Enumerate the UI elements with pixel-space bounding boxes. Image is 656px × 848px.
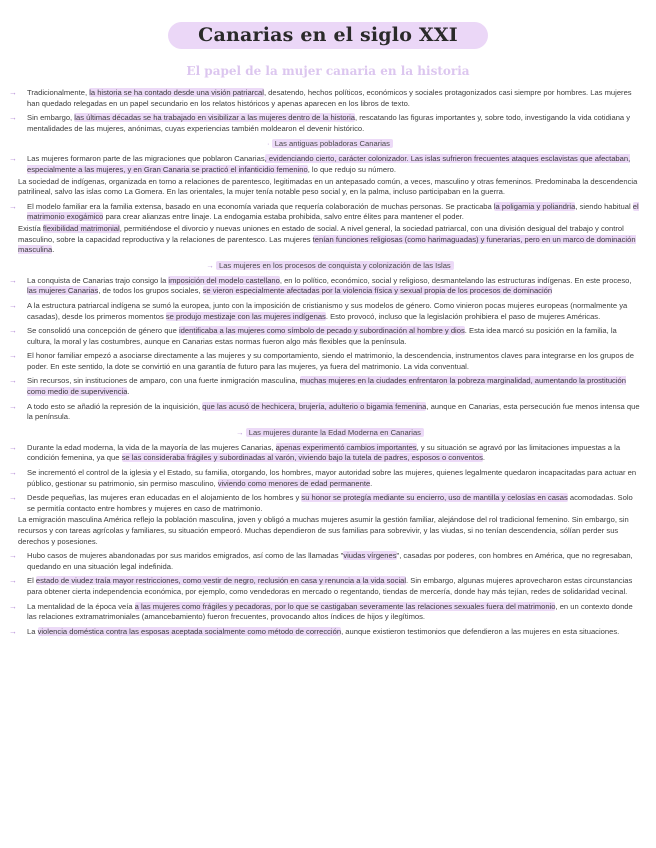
paragraph-text: Las mujeres formaron parte de las migraciones que poblaron Canarias [27, 154, 265, 164]
arrow-icon: → [9, 351, 17, 361]
paragraph-text: La [27, 626, 38, 636]
paragraph-text: El [27, 576, 36, 586]
section-heading [18, 138, 642, 149]
arrow-icon: → [206, 260, 216, 270]
paragraph-text: La sociedad de indígenas, organizada en torno a relaciones de parentesco, legitimadas en un antepasado común, a veces, masculino y otras femeninos. Predominaba la descendencia patrilineal, salvo las islas como La Gomera. En las orientales, la mujer tenía notable peso social y, en la palma, incluso participaban en la guerra. [18, 176, 638, 197]
paragraph-text: . [52, 245, 55, 255]
paragraph-text: Sin embargo, [27, 113, 75, 123]
paragraph-text: . [482, 453, 486, 463]
paragraph [9, 551, 642, 572]
page-title: Canarias en el siglo XXI [168, 22, 488, 49]
highlighted-text: se las consideraba frágiles y subordinadas al varón, viviendo bajo la tutela de padres, esposos o conventos [121, 453, 483, 463]
highlighted-text: muchas mujeres en la ciudades enfrentaron la pobreza marginalidad, aumentando la prostitución como medio de supervivencia [27, 376, 626, 397]
paragraph-text: para crear alianzas entre linaje. La endogamia estaba prohibida, salvo entre élites para mantener el poder. [103, 212, 464, 222]
paragraph [9, 376, 642, 397]
highlighted-text: imposición del modelo castellano [168, 275, 280, 285]
paragraph-text: , en un contexto donde las relaciones extramatrimoniales (amancebamiento) fueron frecuentes, provocando altos índices de hijos y ilegítimos. [27, 601, 633, 622]
arrow-icon: → [9, 401, 17, 411]
arrow-icon: → [9, 275, 17, 285]
arrow-icon: → [9, 300, 17, 310]
highlighted-text: a las mujeres como frágiles y pecadoras, por lo que se castigaban severamente las relaciones sexuales fuera del matrimonio [134, 601, 556, 611]
arrow-icon: → [9, 442, 17, 452]
paragraph-text: , lo que redujo su número. [307, 164, 396, 174]
paragraph-text: A la estructura patriarcal indígena se sumó la europea, junto con la imposición de cristianismo y sus modelos de género. Como vinieron pocas mujeres europeas (normalmente ya casadas), desde los primeros momentos [27, 300, 628, 321]
paragraph-text: , y su situación se agravó por las limitaciones impuestas a la condición femenina, ya que [27, 442, 621, 463]
paragraph-text: , de todos los grupos sociales, [98, 286, 203, 296]
paragraph [9, 442, 642, 464]
paragraph [9, 468, 642, 489]
highlighted-text: , evidenciando cierto, carácter colonizador. Las islas sufrieron frecuentes ataques esclavistas que afectaban, especialmente a las mujeres, y en Gran Canaria se practicó el infanticidio femenino [27, 154, 631, 174]
paragraph-text: . Sin embargo, algunas mujeres aprovecharon estas circunstancias para obtener cierta independencia económica, por ejemplo, como vendedoras en mercado o regentando, tiendas de mercería, donde hay más tejían, redes de solidaridad vecinal. [27, 576, 633, 596]
paragraph [9, 275, 642, 297]
highlighted-text: la historia se ha contado desde una visión patriarcal [89, 88, 264, 97]
highlighted-text: apenas experimentó cambios importantes [275, 442, 417, 452]
highlighted-text: las últimas décadas se ha trabajado en visibilizar a las mujeres dentro de la historia [74, 113, 355, 123]
highlighted-text: el matrimonio exogámico [27, 201, 639, 222]
paragraph-text: , permitiéndose el divorcio y nuevas uniones en estado de social. A nivel general, la sociedad patriarcal, con una división desigual del trabajo y control masculino, sobre la capacidad reproductiva y la relaciones de parentesco. Las mujeres [18, 223, 624, 244]
paragraph-text: , en lo político, económico, social y religioso, desmantelando las estructuras indígenas. En este proceso, [279, 275, 632, 285]
paragraph-text: . [370, 478, 373, 488]
paragraph-text: acomodadas. Solo se permitía contacto entre hombres y mujeres en caso de matrimonio. [27, 493, 633, 513]
paragraph [9, 576, 642, 597]
section-heading-label: Las mujeres en los procesos de conquista y colonización de las Islas [216, 261, 454, 270]
paragraph-text: La emigración masculina América reflejo la población masculina, joven y obligó a muchas mujeres asumir la gestión familiar, alejándose del rol tradicional femenino. Sin embargo, sin recursos y con tareas agrícolas y familiares, su situación empeoró. Muchas dependieron de sus familias para sobrevivir, y las viudas, si no tenían descendencia, sólían perder sus derechos y posesiones. [18, 515, 629, 546]
highlighted-text: viviendo como menores de edad permanente [217, 478, 371, 488]
highlighted-text: estado de viudez traía mayor restricciones, como vestir de negro, reclusión en casa y renuncia a la vida social [35, 576, 407, 586]
paragraph [9, 601, 642, 623]
paragraph [9, 201, 642, 223]
paragraph [9, 351, 642, 372]
highlighted-text: flexibilidad matrimonial [42, 223, 120, 233]
highlighted-text: identificaba a las mujeres como símbolo de pecado y subordinación al hombre y dios [179, 326, 465, 336]
paragraph-text: Durante la edad moderna, la vida de la mayoría de las mujeres Canarias, [27, 442, 276, 452]
paragraph-text: , desatendo, hechos políticos, económicos y sociales protagonizados casi siempre por hombres. Las mujeres han quedado relegadas en un papel secundario en los relatos históricos y apenas aparecen en los libros de texto. [27, 88, 632, 108]
paragraph-text: , aunque en Canarias, esta persecución fue menos intensa que la península. [27, 401, 640, 422]
arrow-icon: → [9, 326, 17, 336]
arrow-icon: → [9, 113, 17, 123]
paragraph-text: Tradicionalmente, [27, 88, 90, 97]
page-subtitle: El papel de la mujer canaria en la historia [186, 64, 470, 78]
paragraph-text: . [127, 387, 130, 397]
section-heading [18, 427, 642, 438]
paragraph [9, 626, 642, 638]
paragraph [9, 154, 642, 175]
highlighted-text: se produjo mestizaje con las mujeres indígenas [165, 311, 326, 321]
arrow-icon: → [9, 376, 17, 386]
arrow-icon: → [9, 154, 17, 164]
paragraph-text: . Esto provocó, incluso que la legislación prohibiera el paso de mujeres Américas. [325, 311, 601, 321]
section-heading-label: Las mujeres durante la Edad Moderna en Canarias [246, 428, 424, 437]
arrow-icon: → [9, 201, 17, 211]
paragraph [18, 224, 642, 256]
highlighted-text: tenían funciones religiosas (como harimaguadas) y funerarias, pero en un marco de dominación masculina [18, 234, 636, 255]
paragraph [9, 401, 642, 423]
paragraph-text: El honor familiar empezó a asociarse directamente a las mujeres y su comportamiento, siendo el matrimonio, la descendencia, instrumentos claves para integrarse en los grupos de poder. En este sentido, la dote se convirtió en una garantía de futuro para las mujeres, ya fuera del matrimonio. La vida conventual. [27, 351, 634, 371]
paragraph [9, 113, 642, 134]
paragraph-text: , siendo habitual [575, 201, 633, 211]
paragraph-text: . Esta idea marcó su posición en la familia, la cultura, la moral y las costumbres, aunque en Canarias estas normas fueron algo más flexibles que la península. [27, 326, 617, 346]
highlighted-text: se vieron especialmente afectadas por la violencia física y sexual propia de los procesos de dominación [202, 286, 553, 296]
arrow-icon: → [236, 427, 246, 437]
paragraph-text: La mentalidad de la época veía [27, 601, 135, 611]
section-heading-label: Las antiguas pobladoras Canarias [272, 139, 393, 148]
arrow-icon: → [9, 576, 17, 586]
paragraph-text: ", casadas por poderes, con hombres en América, que no regresaban, quedando en una situación legal indefinida. [27, 551, 633, 571]
arrow-icon: → [9, 493, 17, 503]
paragraph-text: A todo esto se añadió la represión de la inquisición, [27, 401, 203, 411]
arrow-icon: → [9, 626, 17, 636]
highlighted-text: la poligamia y poliandria [493, 201, 576, 211]
highlighted-text: viudas vírgenes [343, 551, 397, 561]
highlighted-text: su honor se protegía mediante su encierro, uso de mantilla y celosías en casas [301, 493, 568, 503]
paragraph-text: La conquista de Canarias trajo consigo la [27, 275, 169, 285]
paragraph-text: Sin recursos, sin instituciones de amparo, con una fuerte inmigración masculina, [27, 376, 300, 386]
paragraph [9, 88, 642, 109]
paragraph [9, 326, 642, 347]
paragraph [9, 300, 642, 322]
title-wrap [0, 22, 656, 49]
section-heading [18, 260, 642, 271]
arrow-icon: → [9, 468, 17, 478]
arrow-icon: → [9, 551, 17, 561]
arrow-icon: → [9, 601, 17, 611]
paragraph-text: Desde pequeñas, las mujeres eran educadas en el alojamiento de los hombres y [27, 493, 302, 503]
paragraph [18, 177, 642, 198]
document-body [9, 88, 642, 641]
paragraph-text: El modelo familiar era la familia extensa, basado en una economía variada que requería colaboración de muchas personas. Se practicaba [27, 201, 494, 211]
highlighted-text: violencia doméstica contra las esposas aceptada socialmente como método de corrección [37, 626, 342, 636]
paragraph [18, 515, 642, 547]
paragraph [9, 493, 642, 514]
highlighted-text: las mujeres Canarias [27, 286, 99, 296]
highlighted-text: que las acusó de hechicera, brujería, adulterio o bigamia femenina [202, 401, 427, 411]
arrow-icon: → [9, 88, 17, 97]
paragraph-text: Se consolidó una concepción de género que [27, 326, 179, 336]
paragraph-text: Hubo casos de mujeres abandonadas por sus maridos emigrados, así como de las llamadas " [27, 551, 344, 561]
paragraph-text: , rescatando las figuras importantes y, sobre todo, investigando la vida cotidiana y mentalidades de las mujeres, anónimas, cuyas experiencias también moldearon el devenir histórico. [27, 113, 631, 133]
paragraph-text: Existía [18, 223, 43, 233]
paragraph-text: , aunque existieron testimonios que defendieron a las mujeres en esta situaciones. [341, 626, 620, 636]
arrow-icon: · [267, 139, 272, 149]
paragraph-text: Se incrementó el control de la iglesia y el Estado, su familia, otorgando, los hombres, mayor autoridad sobre las mujeres, quienes legalmente quedaron incapacitadas para actuar en público, gestionar su patrimonio, sin permiso masculino, [27, 468, 637, 488]
